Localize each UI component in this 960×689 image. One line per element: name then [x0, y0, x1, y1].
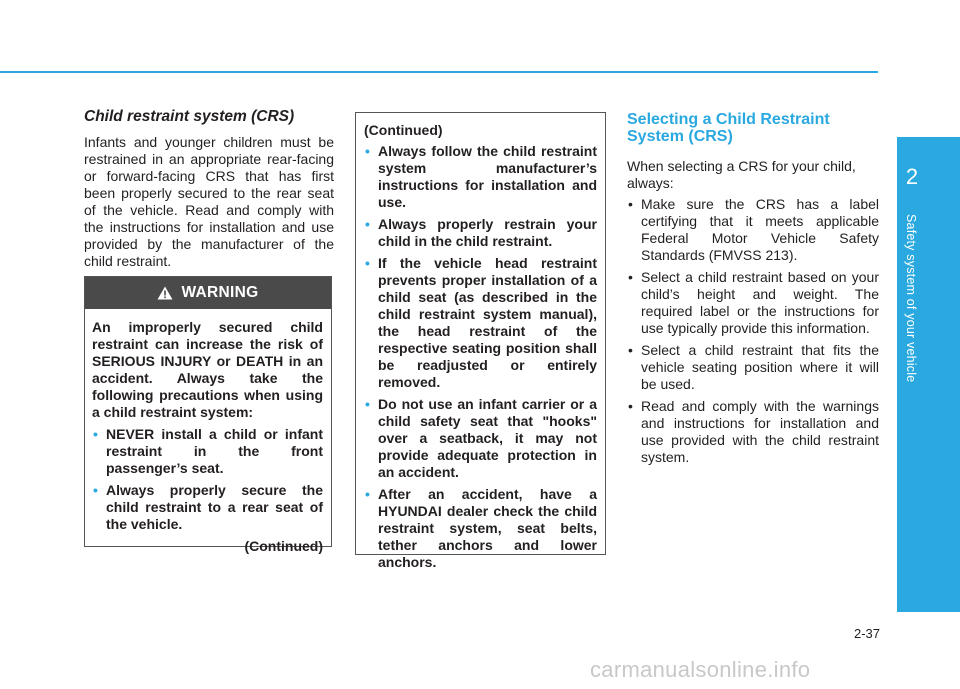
chapter-number: 2 — [905, 164, 919, 189]
left-column — [84, 108, 334, 270]
page-number: 2-37 — [853, 626, 880, 641]
warning-item-text: NEVER install a child or infant restraint in the front passenger’s seat. — [106, 426, 323, 476]
bullet-icon: • — [365, 216, 370, 232]
crs-intro-paragraph: Infants and younger children must be restrained in an appropriate rear-facing or forward-facing CRS that has first been properly secured to the rear seat of the vehicle. Read and comply with the instructions for installation and use provided by the manufacturer of the child restraint. — [84, 134, 334, 269]
continued-warning-item — [364, 255, 597, 391]
selecting-item — [627, 196, 879, 264]
bullet-icon: • — [365, 143, 370, 159]
watermark: carmanualsonline.info — [590, 657, 811, 682]
bullet-icon: • — [365, 396, 370, 412]
warning-triangle-icon — [157, 286, 173, 300]
selecting-item-text: Select a child restraint based on your child’s height and weight. The required label or the instructions for use typically provide this information. — [641, 269, 879, 336]
warning-item — [92, 426, 323, 477]
warning-item — [92, 482, 323, 533]
warning-continued: (Continued) — [244, 538, 323, 554]
warning-header — [85, 277, 331, 309]
selecting-intro: When selecting a CRS for your child, always: — [627, 158, 856, 191]
continued-item-text: Always properly restrain your child in the child restraint. — [378, 216, 597, 249]
bullet-icon: • — [93, 482, 98, 498]
selecting-item-text: Select a child restraint that fits the vehicle seating position where it will be used. — [641, 342, 879, 392]
warning-label: WARNING — [181, 284, 259, 301]
selecting-item-text: Make sure the CRS has a label certifying that it meets applicable Federal Motor Vehicle Safety Standards (FMVSS 213). — [641, 196, 879, 263]
continued-warning-item — [364, 486, 597, 571]
continued-warning-item — [364, 396, 597, 481]
warning-list — [92, 426, 323, 533]
continued-label: (Continued) — [364, 122, 443, 138]
continued-item-text: Do not use an infant carrier or a child safety seat that "hooks" over a seatback, it may not provide adequate protection in an accident. — [378, 396, 597, 480]
continued-item-text: After an accident, have a HYUNDAI dealer check the child restraint system, seat belts, tether anchors and lower anchors. — [378, 486, 597, 570]
continued-item-text: If the vehicle head restraint prevents proper installation of a child seat (as described in the child restraint system manual), the head restraint of the respective seating position shall be readjusted or entirely removed. — [378, 255, 597, 390]
selecting-item — [627, 342, 879, 393]
chapter-title: Safety system of your vehicle — [904, 214, 918, 383]
section-title-crs: Child restraint system (CRS) — [84, 108, 295, 125]
bullet-icon: • — [628, 342, 633, 358]
warning-body — [85, 309, 331, 555]
selecting-item-text: Read and comply with the warnings and instructions for installation and use provided with the child restraint system. — [641, 398, 879, 465]
bullet-icon: • — [93, 426, 98, 442]
bullet-icon: • — [628, 196, 633, 212]
continued-warning-item — [364, 216, 597, 250]
selecting-list — [627, 196, 879, 466]
header-rule — [0, 71, 878, 73]
continued-warning-item — [364, 143, 597, 211]
bullet-icon: • — [628, 398, 633, 414]
warning-item-text: Always properly secure the child restraint to a rear seat of the vehicle. — [106, 482, 323, 532]
bullet-icon: • — [365, 255, 370, 271]
warning-box — [84, 276, 332, 554]
selecting-item — [627, 269, 879, 337]
continued-warning-list — [364, 143, 597, 571]
continued-item-text: Always follow the child restraint system manufacturer’s instructions for installation and use. — [378, 143, 597, 210]
right-column — [627, 111, 879, 471]
selecting-item — [627, 398, 879, 466]
bullet-icon: • — [628, 269, 633, 285]
continued-warning-box — [355, 112, 606, 570]
bullet-icon: • — [365, 486, 370, 502]
warning-intro: An improperly secured child restraint can increase the risk of SERIOUS INJURY or DEATH in an accident. Always take the following precautions when using a child restraint system: — [92, 319, 323, 420]
section-title-selecting-crs: Selecting a Child Restraint System (CRS) — [627, 111, 830, 145]
